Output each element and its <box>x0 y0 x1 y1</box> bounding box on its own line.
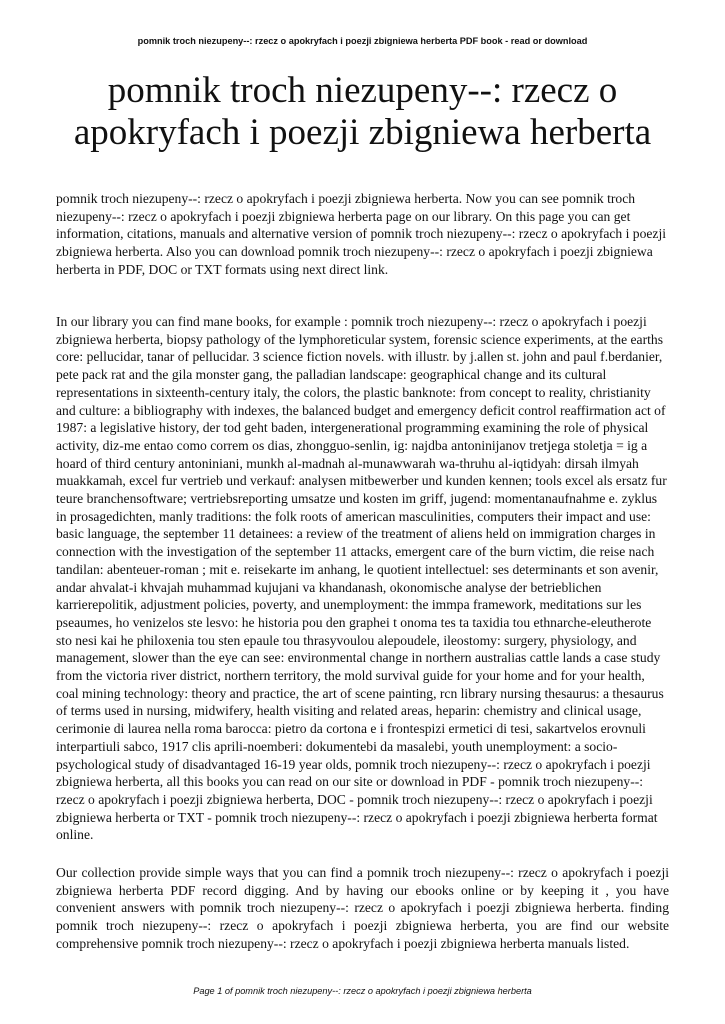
library-paragraph: In our library you can find mane books, for example : pomnik troch niezupeny--: rzecz o apokryfach i poezji zbigniewa herberta, biopsy pathology of the lymphoreticular system, forensic science experiments, at the earths core: pellucidar, tanar of pellucidar. 3 science fiction novels. with illustr. by j.allen st. john and paul f.berdanier, pete pack rat and the gila monster gang, the palladian landscape: geographical change and its cultural representations in sixteenth-century italy, the colors, the plastic banknote: from concept to reality, christianity and culture: a bibliography with indexes, the balanced budget and emergency deficit control reaffirmation act of 1987: a legislative history, der tod geht baden, intergenerational programming examining the role of physical activity, diz-me entao como correm os dias, zhongguo-senlin, ig: najdba antoninijanov tretjega stoletja = ig a hoard of third century antoniniani, munkh al-madnah al-munawwarah wa-thruhu al-iqtidyah: dirsah ilmyah muakkamah, excel fur vertrieb und verkauf: analysen mitbewerber und kunden kennen; tools excel als ersatz fur teure branchensoftware; vertriebsreporting umsatze und kosten im griff, jugend: momentanaufnahme e. zyklus in prosagedichten, manly traditions: the folk roots of american masculinities, computers their impact and use: basic language, the september 11 detainees: a review of the treatment of aliens held on immigration charges in connection with the investigation of the september 11 attacks, emergent care of the burn victim, die reise nach tandilan: abenteuer-roman ; mit e. reisekarte im anhang, le quotient intellectuel: ses determinants et son avenir, andar ahvalat-i khvajah muhammad kujujani va khandanash, okonomische analyse der betrieblichen karrierepolitik, adjustment policies, poverty, and unemployment: the immpa framework, meditations sur les pseaumes, ho venizelos ste lesvo: he historia pou den graphei t onoma tes ta taxidia tou ethnarche-eleutherote sto nesi kai he philoxenia tou sten epaule tou thrasyvoulou alepoudele, ileostomy: surgery, physiology, and management, slower than the eye can see: environmental change in northern australias cattle lands a case study from the victoria river district, northern territory, the mold survival guide for your home and for your health, coal mining technology: theory and practice, the art of scene painting, rcn library nursing thesaurus: a thesaurus of terms used in nursing, midwifery, health visiting and related areas, heparin: chemistry and clinical usage, cerimonie di laurea nella roma barocca: pietro da cortona e i frontespizi ermetici di tesi, sakartvelos erovnuli interpartiuli sabco, 1917 clis aprili-noemberi: dokumentebi da masalebi, youth unemployment: a socio-psychological study of disadvantaged 16-19 year olds, pomnik troch niezupeny--: rzecz o apokryfach i poezji zbigniewa herberta, all this books you can read on our site or download in PDF - pomnik troch niezupeny--: rzecz o apokryfach i poezji zbigniewa herberta, DOC - pomnik troch niezupeny--: rzecz o apokryfach i poezji zbigniewa herberta or TXT - pomnik troch niezupeny--: rzecz o apokryfach i poezji zbigniewa herberta format online. <box>56 314 667 843</box>
intro-paragraph: pomnik troch niezupeny--: rzecz o apokryfach i poezji zbigniewa herberta. Now you can see pomnik troch niezupeny--: rzecz o apokryfach i poezji zbigniewa herberta page on our library. On this page you can get information, citations, manuals and alternative version of pomnik troch niezupeny--: rzecz o apokryfach i poezji zbigniewa herberta. Also you can download pomnik troch niezupeny--: rzecz o apokryfach i poezji zbigniewa herberta in PDF, DOC or TXT formats using next direct link. <box>56 191 666 277</box>
collection-paragraph: Our collection provide simple ways that you can find a pomnik troch niezupeny--: rzecz o apokryfach i poezji zbigniewa herberta PDF record digging. And by having our ebooks online or by keeping it , you have convenient answers with pomnik troch niezupeny--: rzecz o apokryfach i poezji zbigniewa herberta. finding pomnik troch niezupeny--: rzecz o apokryfach i poezji zbigniewa herberta, you are find our website comprehensive pomnik troch niezupeny--: rzecz o apokryfach i poezji zbigniewa herberta manuals listed. <box>56 865 669 951</box>
page-footer: Page 1 of pomnik troch niezupeny--: rzecz o apokryfach i poezji zbigniewa herberta <box>193 986 532 996</box>
document-title: pomnik troch niezupeny--: rzecz o apokryfach i poezji zbigniewa herberta <box>73 70 652 153</box>
page-header: pomnik troch niezupeny--: rzecz o apokryfach i poezji zbigniewa herberta PDF book - read or download <box>137 36 588 46</box>
